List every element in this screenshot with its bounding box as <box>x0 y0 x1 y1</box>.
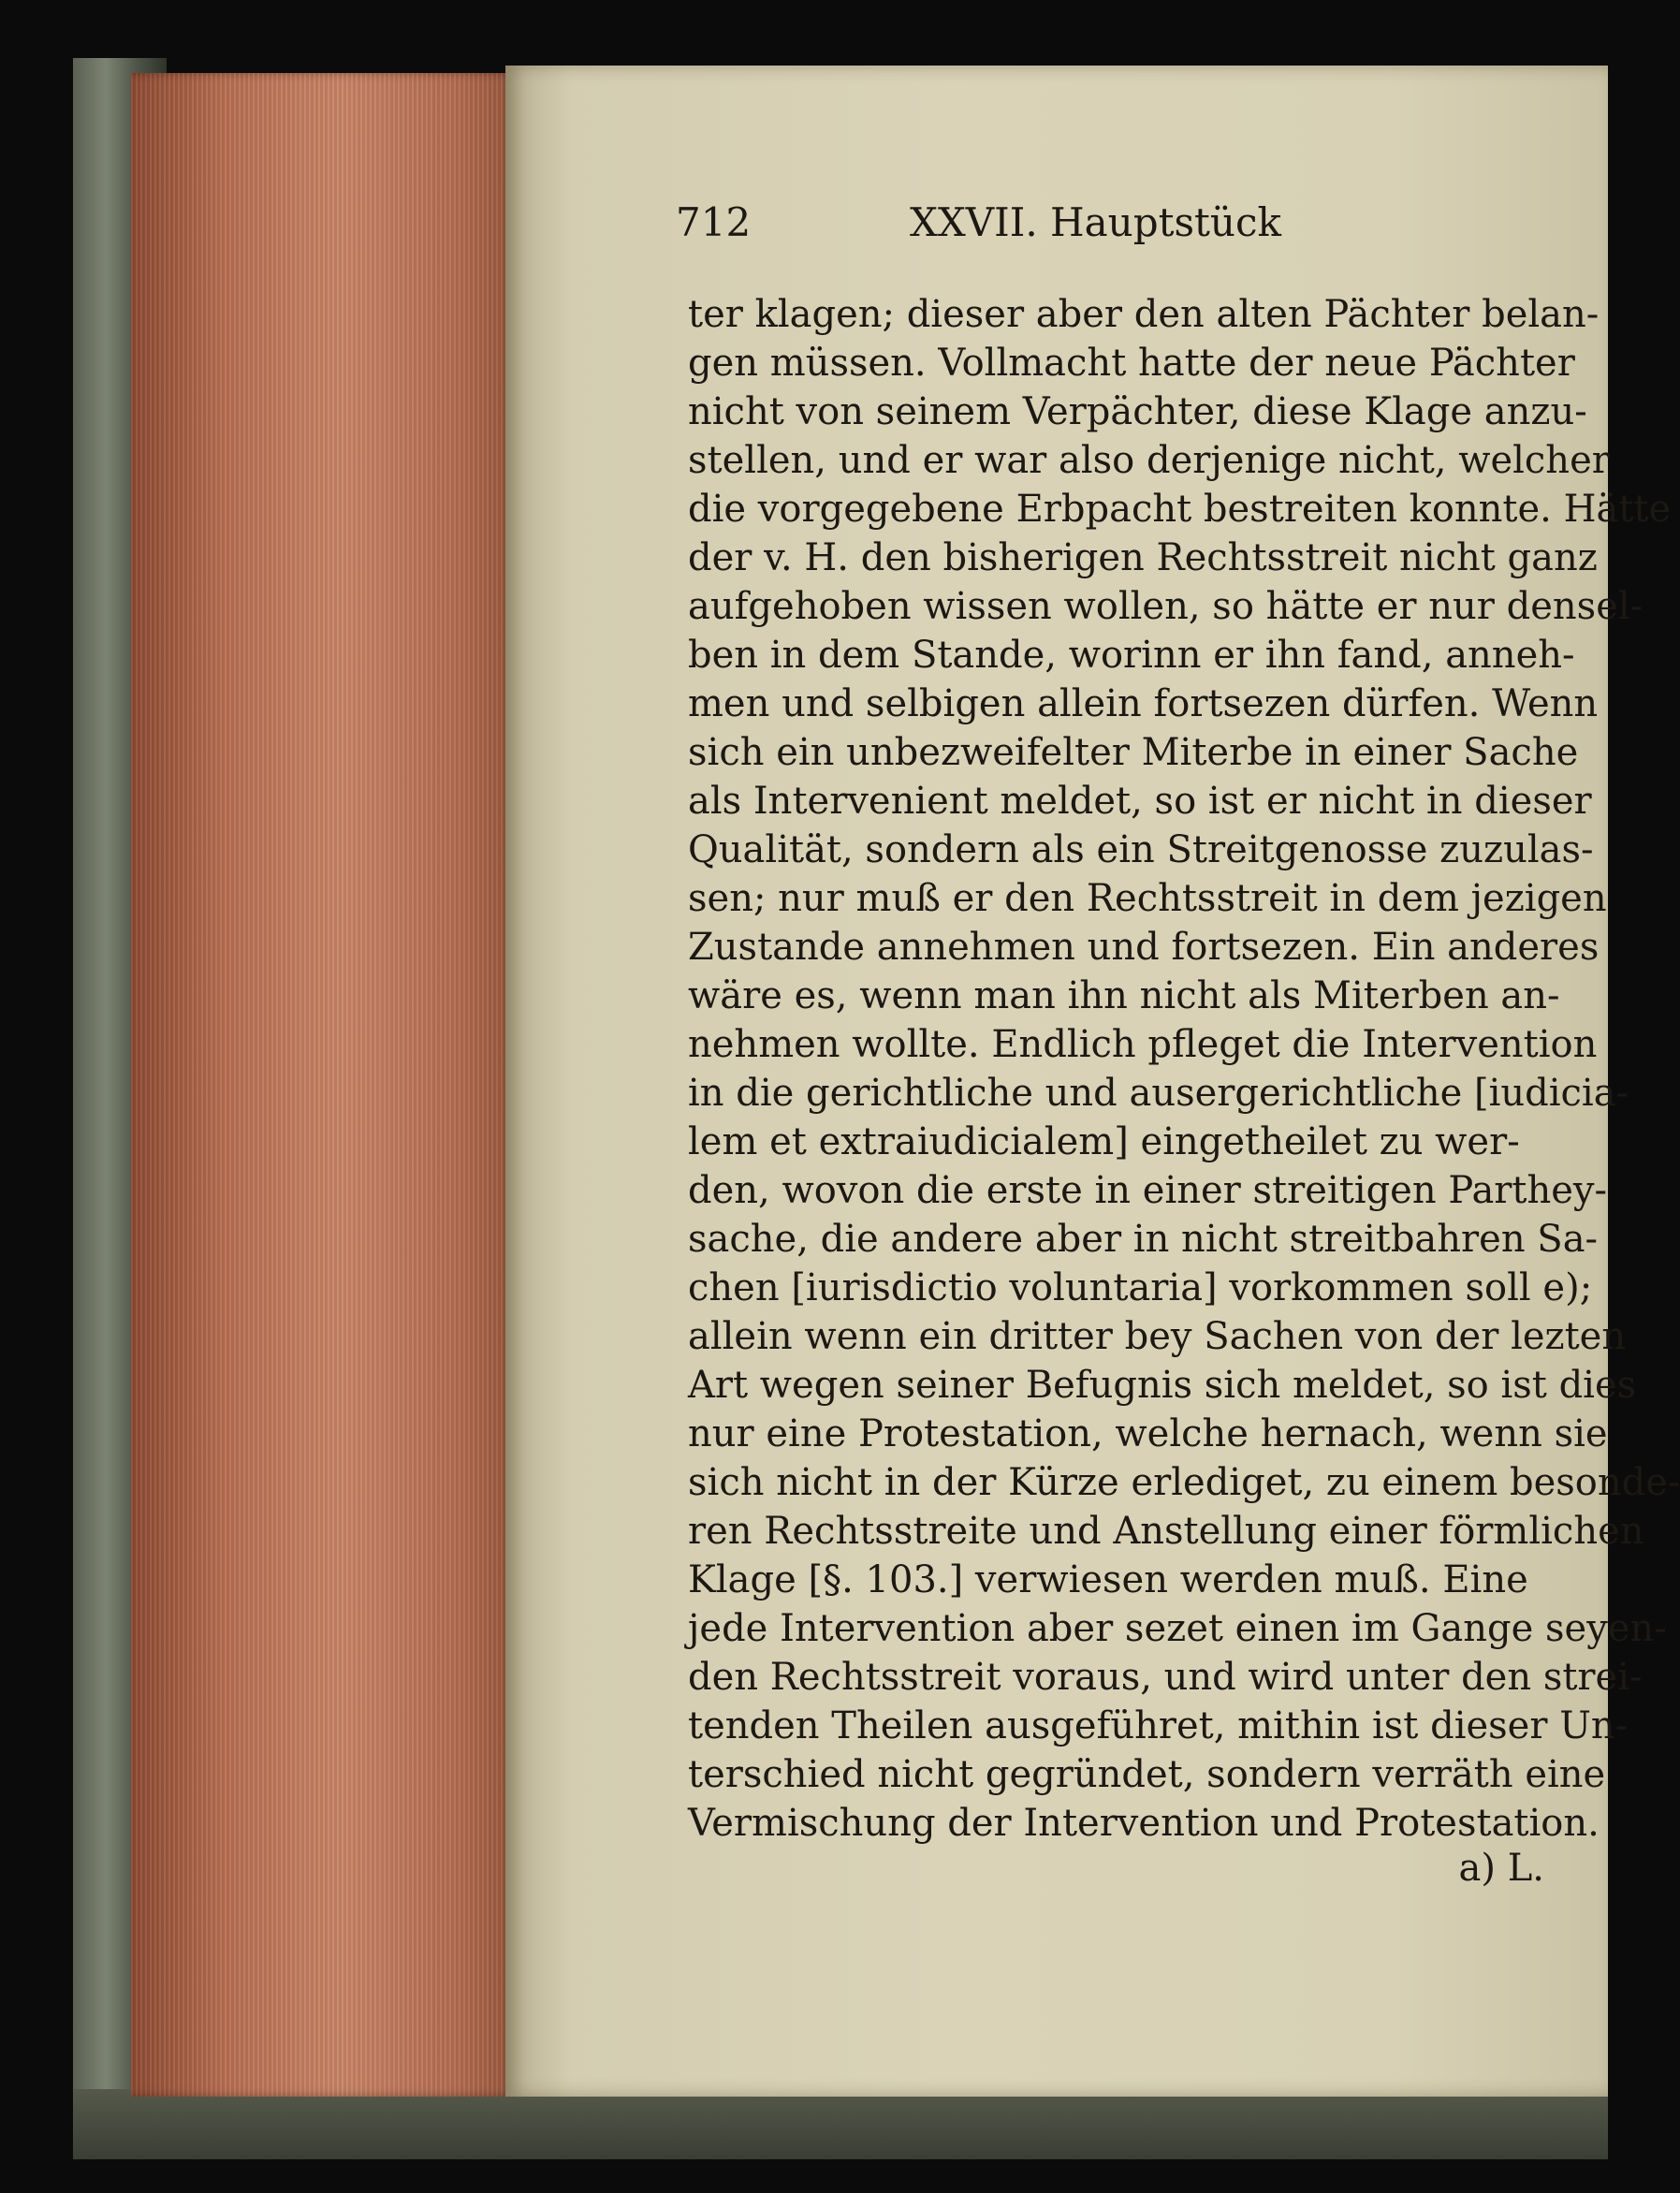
text-line: chen [iurisdictio voluntaria] vorkommen soll e); <box>688 1266 1593 1309</box>
text-line: Klage [§. 103.] verwiesen werden muß. Eine <box>688 1558 1528 1601</box>
page-block-edges <box>131 73 515 2097</box>
text-line: lem et extraiudicialem] eingetheilet zu wer- <box>688 1120 1520 1163</box>
text-line: Qualität, sondern als ein Streitgenosse zuzulas- <box>688 828 1594 871</box>
running-title: XXVII. Hauptstück <box>910 199 1281 245</box>
text-line: stellen, und er war also derjenige nicht, welcher <box>688 439 1610 482</box>
catchword: a) L. <box>1458 1847 1544 1890</box>
text-line: nehmen wollte. Endlich pfleget die Intervention <box>688 1023 1598 1066</box>
book-cover-bottom <box>73 2089 1608 2159</box>
text-line: Zustande annehmen und fortsezen. Ein anderes <box>688 926 1600 969</box>
text-line: ben in dem Stande, worinn er ihn fand, anneh- <box>688 634 1575 677</box>
text-line: terschied nicht gegründet, sondern verräth eine <box>688 1753 1606 1796</box>
text-line: jede Intervention aber sezet einen im Gange seyen- <box>688 1607 1667 1650</box>
text-line: sich ein unbezweifelter Miterbe in einer Sache <box>688 731 1579 774</box>
text-line: ren Rechtsstreite und Anstellung einer förmlichen <box>688 1510 1644 1553</box>
text-line: aufgehoben wissen wollen, so hätte er nur densel- <box>688 585 1643 628</box>
text-line: sich nicht in der Kürze erlediget, zu einem besonde- <box>688 1461 1680 1504</box>
text-line: ter klagen; dieser aber den alten Pächter belan- <box>688 293 1600 336</box>
text-line: men und selbigen allein fortsezen dürfen. Wenn <box>688 682 1599 725</box>
text-line: tenden Theilen ausgeführet, mithin ist dieser Un- <box>688 1704 1629 1747</box>
text-line: in die gerichtliche und ausergerichtliche [iudicia- <box>688 1072 1629 1115</box>
text-line: den, wovon die erste in einer streitigen Parthey- <box>688 1169 1608 1212</box>
text-line: nur eine Protestation, welche hernach, wenn sie <box>688 1412 1608 1455</box>
text-line: die vorgegebene Erbpacht bestreiten konnte. Hätte <box>688 488 1672 531</box>
page-number: 712 <box>676 199 752 245</box>
text-line: als Intervenient meldet, so ist er nicht in dieser <box>688 780 1592 823</box>
text-line: der v. H. den bisherigen Rechtsstreit nicht ganz <box>688 536 1598 579</box>
text-line: wäre es, wenn man ihn nicht als Miterben an- <box>688 974 1560 1017</box>
text-line: sen; nur muß er den Rechtsstreit in dem jezigen <box>688 877 1607 920</box>
text-line: Art wegen seiner Befugnis sich meldet, so ist dies <box>688 1364 1637 1407</box>
text-line: allein wenn ein dritter bey Sachen von der lezten <box>688 1315 1627 1358</box>
text-line: nicht von seinem Verpächter, diese Klage anzu- <box>688 390 1587 433</box>
text-line: Vermischung der Intervention und Protestation. <box>688 1802 1600 1845</box>
text-line: den Rechtsstreit voraus, und wird unter den strei- <box>688 1656 1643 1699</box>
text-line: sache, die andere aber in nicht streitbahren Sa- <box>688 1218 1599 1261</box>
text-line: gen müssen. Vollmacht hatte der neue Pächter <box>688 342 1575 385</box>
